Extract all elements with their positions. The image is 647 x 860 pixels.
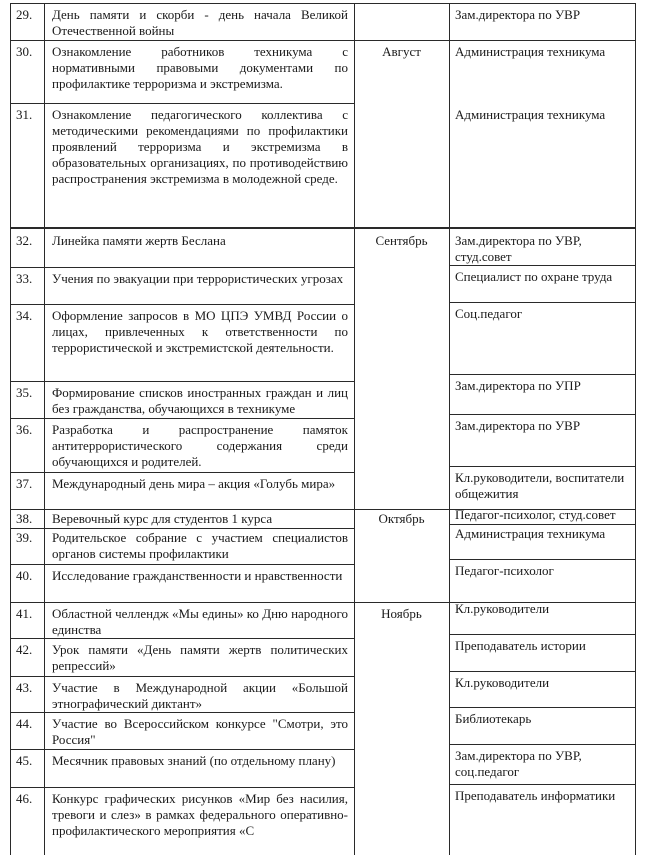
row-number: 43. [16, 680, 33, 695]
term-text [354, 528, 449, 564]
responsible-text: Соц.педагог [455, 306, 523, 321]
plan-table [10, 3, 636, 855]
row-number: 40. [16, 568, 33, 583]
term-text [354, 787, 449, 855]
row-number: 46. [16, 791, 33, 806]
term-text: Сентябрь [375, 233, 428, 248]
row-number: 44. [16, 716, 33, 731]
responsible-text: Зам.директора по УВР, студ.совет [455, 233, 582, 264]
responsible-text: Кл.руководители [455, 601, 550, 616]
responsible-text: Педагог-психолог [455, 563, 554, 578]
event-text: Участие в Международной акции «Большой этнографический диктант» [52, 680, 348, 711]
responsible-text: Педагог-психолог, студ.совет [455, 507, 616, 522]
row-number: 34. [16, 308, 33, 323]
term-text: Август [382, 44, 421, 59]
responsible-text: Зам.директора по УВР [455, 418, 581, 433]
row-number: 45. [16, 753, 33, 768]
term-text [354, 564, 449, 602]
row-number: 30. [16, 44, 33, 59]
row-number: 41. [16, 606, 33, 621]
event-text: Ознакомление работников техникума с нормативными правовыми документами по профилактике терроризма и экстремизма. [52, 44, 348, 91]
row-number: 36. [16, 422, 33, 437]
row-number: 39. [16, 530, 33, 545]
event-text: Ознакомление педагогического коллектива с методическими рекомендациями по профилактики проявлений терроризма и экстремизма в образовательных организациях, по противодействию распространения экстремизма в молодежной среде. [52, 107, 348, 186]
event-text: Формирование списков иностранных граждан и лиц без гражданства, обучающихся в техникуме [52, 385, 348, 416]
row-number: 31. [16, 107, 33, 122]
term-text [354, 3, 449, 40]
event-text: Участие во Всероссийском конкурсе "Смотри, это Россия" [52, 716, 348, 747]
responsible-text: Преподаватель информатики [455, 788, 616, 803]
term-text: Ноябрь [381, 606, 422, 621]
event-text: Международный день мира – акция «Голубь мира» [52, 476, 336, 491]
responsible-text: Кл.руководители [455, 675, 550, 690]
responsible-text: Зам.директора по УВР [455, 7, 581, 22]
term-text [354, 418, 449, 472]
event-text: Исследование гражданственности и нравственности [52, 568, 343, 583]
responsible-text: Администрация техникума [455, 526, 606, 541]
event-text: Конкурс графических рисунков «Мир без насилия, тревоги и слез» в рамках федерального оперативно-профилактического мероприятия «С [52, 791, 348, 838]
responsible-text: Зам.директора по УВР, соц.педагог [455, 748, 582, 779]
event-text: Оформление запросов в МО ЦПЭ УМВД России о лицах, привлеченных к ответственности по террористической и экстремистской деятельности. [52, 308, 348, 355]
event-text: Месячник правовых знаний (по отдельному плану) [52, 753, 336, 768]
row-number: 37. [16, 476, 33, 491]
responsible-text: Администрация техникума [455, 107, 606, 122]
event-text: Разработка и распространение памяток антитеррористического содержания среди обучающихся и родителей. [52, 422, 348, 469]
event-text: Родительское собрание с участием специалистов органов системы профилактики [52, 530, 348, 561]
term-text: Октябрь [378, 511, 425, 526]
responsible-text: Специалист по охране труда [455, 269, 613, 284]
event-text: Веревочный курс для студентов 1 курса [52, 511, 273, 526]
event-text: Областной челлендж «Мы едины» ко Дню народного единства [52, 606, 348, 637]
event-text: Урок памяти «День памяти жертв политических репрессий» [52, 642, 348, 673]
responsible-text: Кл.руководители, воспитатели общежития [455, 470, 625, 501]
row-number: 32. [16, 233, 33, 248]
event-text: Учения по эвакуации при террористических угрозах [52, 271, 344, 286]
term-text [354, 638, 449, 676]
row-number: 29. [16, 7, 33, 22]
term-text [354, 712, 449, 749]
event-text: Линейка памяти жертв Беслана [52, 233, 226, 248]
responsible-text: Библиотекарь [455, 711, 532, 726]
row-number: 35. [16, 385, 33, 400]
responsible-text: Администрация техникума [455, 44, 606, 59]
responsible-text: Преподаватель истории [455, 638, 586, 653]
row-number: 38. [16, 511, 33, 526]
term-text [354, 472, 449, 509]
term-text [354, 381, 449, 418]
event-text: День памяти и скорби - день начала Великой Отечественной войны [52, 7, 348, 38]
term-text [354, 749, 449, 787]
row-number: 42. [16, 642, 33, 657]
term-text [354, 267, 449, 304]
term-text [354, 103, 449, 227]
term-text [354, 304, 449, 381]
row-number: 33. [16, 271, 33, 286]
term-text [354, 676, 449, 712]
responsible-text: Зам.директора по УПР [455, 378, 581, 393]
